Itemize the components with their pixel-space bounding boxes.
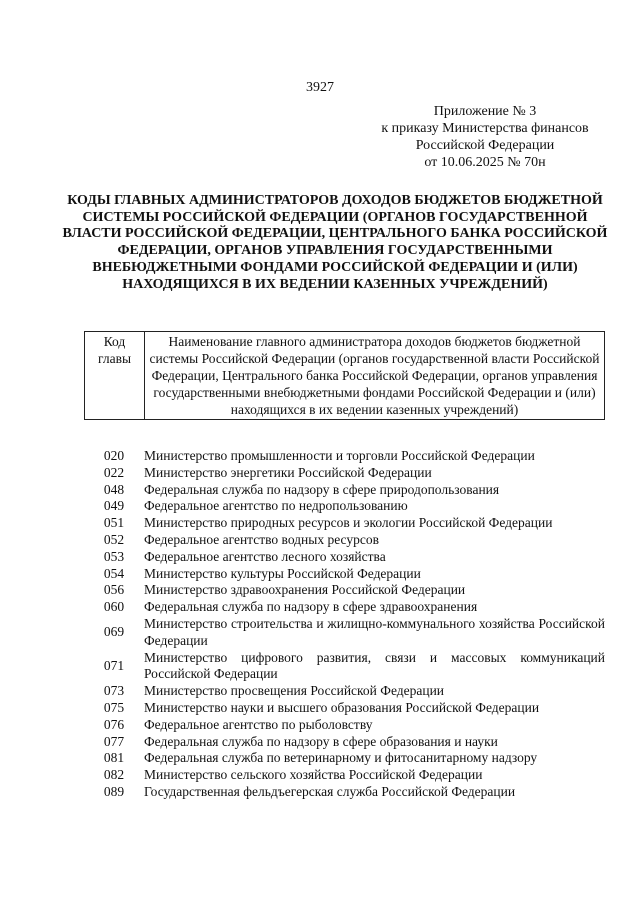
entry-code: 073	[103, 683, 125, 699]
entry-code: 052	[103, 531, 125, 547]
list-item	[84, 767, 605, 784]
entry-code: 053	[103, 548, 125, 564]
entry-code: 049	[103, 498, 125, 514]
entry-code: 082	[103, 767, 125, 783]
entry-name: Федеральная служба по надзору в сфере природопользования	[144, 481, 500, 497]
appendix-reference	[340, 103, 630, 171]
appendix-line: к приказу Министерства финансов	[381, 121, 589, 136]
entry-name: Федеральное агентство лесного хозяйства	[144, 548, 386, 564]
entry-code: 054	[103, 565, 125, 581]
list-item	[84, 582, 605, 599]
entry-code: 077	[103, 733, 125, 749]
entry-name: Министерство промышленности и торговли Российской Федерации	[144, 448, 535, 463]
appendix-line: Российской Федерации	[415, 138, 555, 153]
entry-name: Министерство энергетики Российской Федерации	[144, 464, 432, 480]
entry-code: 056	[103, 582, 125, 598]
entry-code: 020	[103, 448, 125, 463]
list-item	[84, 734, 605, 751]
entry-code: 060	[103, 599, 125, 615]
entry-name: Федеральная служба по надзору в сфере образования и науки	[144, 733, 498, 749]
entry-name: Министерство строительства и жилищно-коммунального хозяйства Российской Федерации	[144, 615, 605, 648]
entry-name: Министерство природных ресурсов и экологии Российской Федерации	[144, 515, 553, 531]
entry-code: 048	[103, 481, 125, 497]
entry-name: Министерство культуры Российской Федерации	[144, 565, 421, 581]
list-item	[84, 566, 605, 583]
entry-code: 071	[103, 657, 125, 673]
entry-name: Министерство науки и высшего образования Российской Федерации	[144, 699, 540, 715]
entry-code: 069	[103, 624, 125, 640]
table-header-row	[85, 332, 605, 420]
list-item	[84, 750, 605, 767]
entry-code: 081	[103, 750, 125, 766]
entry-name: Министерство сельского хозяйства Российской Федерации	[144, 767, 483, 783]
entry-name: Федеральная служба по надзору в сфере здравоохранения	[144, 599, 478, 615]
header-name: Наименование главного администратора доходов бюджетов бюджетной системы Российской Федерации (органов государственной власти Российской Федерации, Центрального банка Российской Федерации, органов управления государственными внебюджетными фондами Российской Федерации и (или) находящихся в их ведении казенных учреждений)	[145, 332, 605, 420]
list-item	[84, 683, 605, 700]
appendix-line: от 10.06.2025 № 70н	[424, 155, 546, 170]
entry-code: 076	[103, 716, 125, 732]
page-number: 3927	[306, 80, 334, 95]
list-item	[84, 549, 605, 566]
list-item	[84, 700, 605, 717]
appendix-line: Приложение № 3	[433, 104, 537, 119]
entry-name: Федеральное агентство водных ресурсов	[144, 531, 379, 547]
entry-name: Министерство здравоохранения Российской Федерации	[144, 582, 466, 598]
entry-name: Министерство просвещения Российской Федерации	[144, 683, 445, 699]
list-item	[84, 532, 605, 549]
document-title: КОДЫ ГЛАВНЫХ АДМИНИСТРАТОРОВ ДОХОДОВ БЮДЖЕТОВ БЮДЖЕТНОЙ СИСТЕМЫ РОССИЙСКОЙ ФЕДЕРАЦИИ (ОРГАНОВ ГОСУДАРСТВЕННОЙ ВЛАСТИ РОССИЙСКОЙ ФЕДЕРАЦИИ, ЦЕНТРАЛЬНОГО БАНКА РОССИЙСКОЙ ФЕДЕРАЦИИ, ОРГАНОВ УПРАВЛЕНИЯ ГОСУДАРСТВЕННЫМИ ВНЕБЮДЖЕТНЫМИ ФОНДАМИ РОССИЙСКОЙ ФЕДЕРАЦИИ И (ИЛИ) НАХОДЯЩИХСЯ В ИХ ВЕДЕНИИ КАЗЕННЫХ УЧРЕЖДЕНИЙ)	[62, 193, 608, 292]
entry-name: Министерство цифрового развития, связи и массовых коммуникаций Российской Федерации	[144, 649, 605, 682]
list-item	[84, 784, 605, 801]
list-item	[84, 515, 605, 532]
list-item	[84, 616, 605, 650]
entry-name: Федеральное агентство по недропользованию	[144, 498, 408, 514]
list-item	[84, 482, 605, 499]
entry-code: 089	[103, 783, 125, 799]
list-item	[84, 448, 605, 465]
table-header	[84, 331, 605, 420]
list-item	[84, 717, 605, 734]
list-item	[84, 465, 605, 482]
list-item	[84, 650, 605, 684]
entry-code: 022	[103, 464, 125, 480]
list-item	[84, 498, 605, 515]
entry-code: 075	[103, 699, 125, 715]
entry-name: Федеральная служба по ветеринарному и фитосанитарному надзору	[144, 750, 538, 766]
entry-code: 051	[103, 515, 125, 531]
header-code: Код главы	[85, 332, 145, 420]
entry-name: Федеральное агентство по рыболовству	[144, 716, 373, 732]
entries-list	[84, 448, 605, 801]
entry-name: Государственная фельдъегерская служба Российской Федерации	[144, 783, 516, 799]
list-item	[84, 599, 605, 616]
